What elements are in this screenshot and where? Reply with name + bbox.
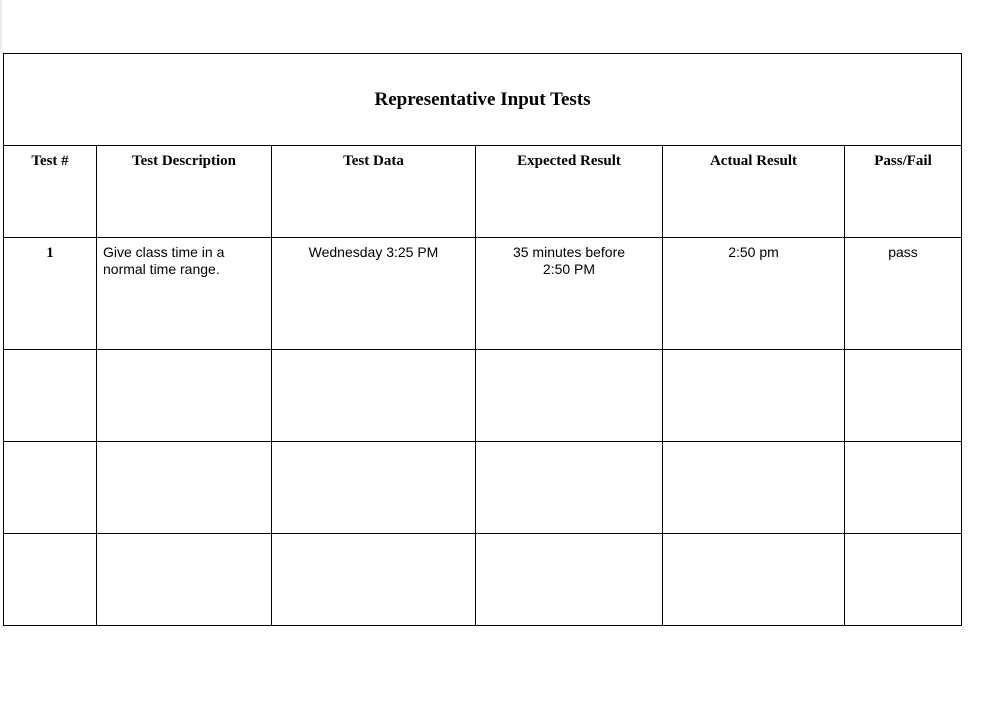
actual-result-value: 2:50 pm [728, 244, 779, 260]
actual-result-value [663, 350, 844, 356]
expected-result-value [476, 350, 662, 356]
cell-expected-result [476, 238, 663, 350]
cell-test-data [272, 534, 476, 626]
cell-test-num [4, 442, 97, 534]
cell-test-data [272, 238, 476, 350]
test-num-value: 1 [46, 245, 54, 261]
test-description-value: Give class time in a normal time range. [103, 244, 225, 277]
test-data-value [272, 442, 475, 448]
pass-fail-value [845, 350, 961, 356]
table-row [4, 442, 962, 534]
table-row [4, 534, 962, 626]
pass-fail-value [845, 442, 961, 448]
cell-test-num [4, 350, 97, 442]
cell-test-description [97, 238, 272, 350]
cell-actual-result [663, 534, 845, 626]
test-description-value [97, 442, 271, 448]
test-data-value [272, 534, 475, 540]
header-pass-fail-label: Pass/Fail [874, 153, 932, 169]
pass-fail-value [845, 534, 961, 540]
test-data-value: Wednesday 3:25 PM [308, 244, 439, 260]
cell-test-num [4, 534, 97, 626]
cell-test-description [97, 350, 272, 442]
cell-actual-result [663, 350, 845, 442]
actual-result-value [663, 442, 844, 448]
expected-result-value [476, 534, 662, 540]
test-table [3, 53, 962, 626]
actual-result-value [663, 534, 844, 540]
test-num-value [4, 350, 96, 357]
cell-test-data [272, 350, 476, 442]
cell-test-description [97, 442, 272, 534]
header-row [4, 146, 962, 238]
header-test-num [4, 146, 97, 238]
header-test-description [97, 146, 272, 238]
table-title: Representative Input Tests [4, 54, 962, 146]
header-test-data-label: Test Data [343, 153, 404, 169]
test-data-value [272, 350, 475, 356]
cell-expected-result [476, 534, 663, 626]
cell-test-num [4, 238, 97, 350]
header-test-description-label: Test Description [131, 153, 237, 169]
expected-result-value [476, 442, 662, 448]
cell-actual-result [663, 238, 845, 350]
title-row [4, 54, 962, 146]
header-test-num-label: Test # [31, 153, 69, 169]
header-actual-result [663, 146, 845, 238]
test-num-value [4, 442, 96, 449]
cell-pass-fail [845, 350, 962, 442]
cell-expected-result [476, 442, 663, 534]
page-edge-shadow [0, 0, 3, 52]
test-num-value [4, 534, 96, 541]
test-description-value [97, 350, 271, 356]
cell-expected-result [476, 350, 663, 442]
header-pass-fail [845, 146, 962, 238]
table-row [4, 350, 962, 442]
cell-actual-result [663, 442, 845, 534]
header-test-data [272, 146, 476, 238]
pass-fail-value: pass [888, 244, 918, 260]
table-row [4, 238, 962, 350]
cell-pass-fail [845, 238, 962, 350]
cell-test-description [97, 534, 272, 626]
header-expected-result [476, 146, 663, 238]
expected-result-value: 35 minutes before 2:50 PM [512, 244, 626, 277]
cell-pass-fail [845, 534, 962, 626]
header-expected-result-label: Expected Result [517, 153, 621, 169]
cell-pass-fail [845, 442, 962, 534]
header-actual-result-label: Actual Result [709, 153, 798, 169]
test-description-value [97, 534, 271, 540]
cell-test-data [272, 442, 476, 534]
